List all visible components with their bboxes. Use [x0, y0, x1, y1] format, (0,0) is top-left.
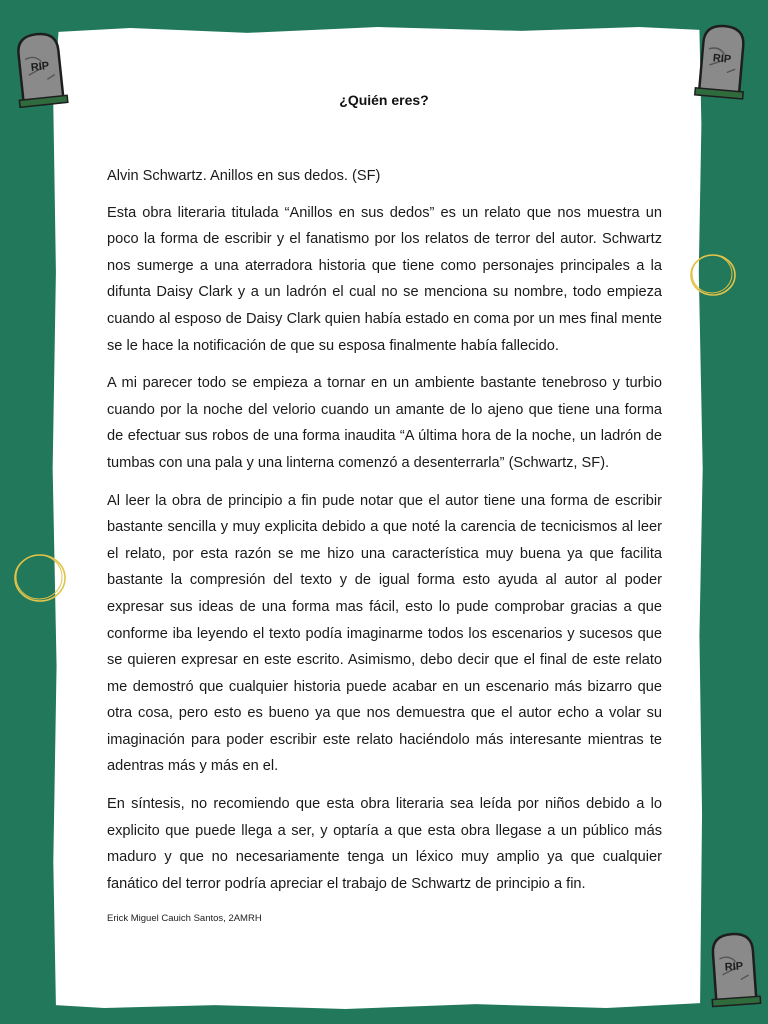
paragraph-2: A mi parecer todo se empieza a tornar en un ambiente bastante tenebroso y turbio cuando por la noche del velorio cuando un amante de lo ajeno que tiene una forma de efectuar sus robos de una forma inaudita “A última hora de la noche, un ladrón de tumbas con una pala y una linterna comenzó a desenterrarla” (Schwartz, SF). [107, 375, 662, 471]
tombstone-label: RIP [724, 960, 744, 974]
tombstone-icon [8, 25, 72, 108]
page-title: ¿Quién eres? [339, 92, 429, 108]
document-subtitle: Alvin Schwartz. Anillos en sus dedos. (SF) [107, 168, 381, 184]
ring-circle-icon [12, 552, 68, 604]
document-body [107, 163, 662, 908]
author-signature: Erick Miguel Cauich Santos, 2AMRH [107, 913, 262, 924]
paragraph-3: Al leer la obra de principio a fin pude notar que el autor tiene una forma de escribir bastante sencilla y muy explicita debido a que noté la carencia de tecnicismos al leer el relato, por esta razón se me hizo una característica muy buena ya que facilita bastante la compresión del texto y de igual forma esto ayuda al autor al poder expresar sus ideas de una forma mas fácil, esto lo pude comprobar gracias a que conforme iba leyendo el texto podía imaginarme todos los escenarios y sucesos que se quieren expresar en este escrito. Asimismo, debo decir que el final de este relato me demostró que cualquier historia puede acabar en un escenario más bizarro que otra cosa, pero esto es bueno ya que nos demuestra que el autor echo a volar su imaginación para poder escribir este relato haciéndolo más interesante mientras te adentras más y más en el. [107, 492, 662, 775]
tombstone-label: RIP [712, 52, 732, 66]
ring-circle-icon [688, 252, 738, 298]
tombstone-label: RIP [30, 60, 50, 74]
paragraph-4: En síntesis, no recomiendo que esta obra literaria sea leída por niños debido a lo explicito que puede llega a ser, y optaría a que esta obra llegase a un público más maduro y que no necesariamente tenga un léxico muy amplio ya que cualquier fanático del terror podría apreciar el trabajo de Schwartz de principio a fin. [107, 796, 662, 892]
paragraph-1: Esta obra literaria titulada “Anillos en sus dedos” es un relato que nos muestra un poco la forma de escribir y el fanatismo por los relatos de terror del autor. Schwartz nos sumerge a una aterradora historia que tiene como personajes principales a la difunta Daisy Clark y a un ladrón el cual no se menciona su nombre, todo empieza cuando al esposo de Daisy Clark quien había estado en coma por un mes final mente se le hace la notificación de que su esposa finalmente había fallecido. [107, 204, 662, 354]
tombstone-icon [691, 18, 754, 101]
tombstone-icon [703, 926, 764, 1008]
